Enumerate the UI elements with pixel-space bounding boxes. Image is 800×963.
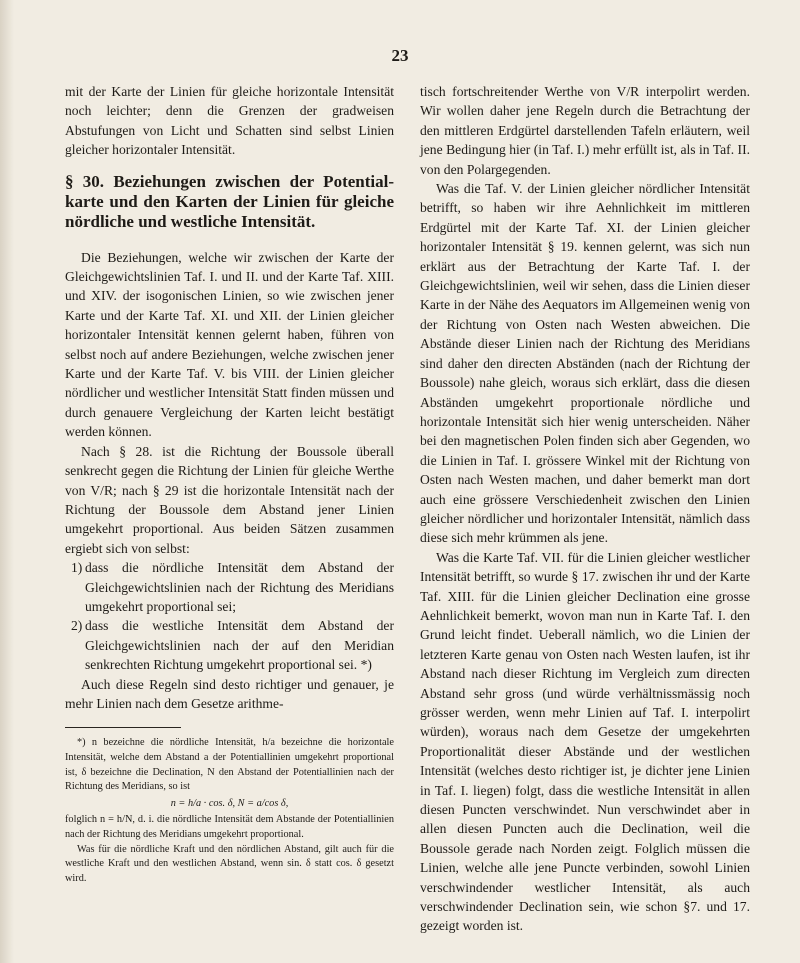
footnote-text: Was für die nördliche Kraft und den nördlichen Abstand, gilt auch für die westliche Kraft und den westlichen Abstand, wenn sin. δ statt cos. δ gesetzt wird. <box>65 843 394 884</box>
footnotes <box>65 736 394 886</box>
page-binding-shadow <box>0 0 14 963</box>
footnote-text: *) n bezeichne die nördliche Intensität, h/a bezeichne die horizontale Intensität, welche dem Abstand a der Potentiallinien umgekehrt proportional ist, δ bezeichne die Declination, N den Abstand der Potentiallinien nach der Richtung des Meridians, so ist <box>65 737 394 793</box>
paragraph: Was die Karte Taf. VII. für die Linien gleicher westlicher Intensität betrifft, so wurde § 17. zwischen ihr und der Karte Taf. XIII. für die Linien gleicher Declination eine grosse Aehnlichkeit bemerkt, wovon man nun in Karte Taf. I. den Grund leicht findet. Ueberall nämlich, wo die Linien der letzteren Karte genau von Osten nach Westen laufen, ist ihr Abstand nach dieser Richtung im Vergleich zum directen Abstand sehr gross (und würde verhältnissmässig noch grösser werden, wenn mehr Linien auf Taf. I. interpolirt würden), woraus nach dem Gesetze der umgekehrten Proportionalität dieser Abstände und der westlichen Intensität (welches desto richtiger ist, je dichter jene Linien in Taf. I. liegen) folgt, dass die westliche Intensität in allen diesen Puncten verschwindet. Nun verschwindet aber in allen diesen Puncten auch die Declination, weil die Boussole gerade nach Norden zeigt. Folglich müssen die Linien, welche alle jene Puncte verbinden, sowohl Linien verschwindender westlicher Intensität, als auch verschwindender Declination sein, wie schon §7. und 17. gezeigt worden ist. <box>420 549 750 934</box>
intro-paragraph: mit der Karte der Linien für gleiche horizontale Intensität noch leichter; denn die Grenzen der gradweisen Abstufungen von Licht und Schatten sind selbst Linien gleicher horizontaler Intensität. <box>65 84 394 158</box>
footnote-formula: n = h/a · cos. δ, N = a/cos δ, <box>170 797 289 809</box>
list-item-text: dass die westliche Intensität dem Abstand der Gleichgewichtslinien nach der auf den Meridian senkrechten Richtung umgekehrt proportional sei. *) <box>85 618 394 673</box>
numbered-list-item <box>65 558 394 616</box>
section-heading: § 30. Beziehungen zwischen der Potential-karte und den Karten der Linien für gleiche nördliche und westliche Intensität. <box>65 171 394 231</box>
footnote-divider <box>65 727 181 728</box>
paragraph: Was die Taf. V. der Linien gleicher nördlicher Intensität betrifft, so haben wir ihre Aehnlichkeit im mittleren Erdgürtel mit der Karte Taf. XI. der Linien gleicher horizontaler Intensität § 19. kennen gelernt, was sich nun erklärt aus der Betrachtung der Karte Taf. I. der Gleichgewichtslinien, weil wir sehen, dass die Linien dieser Karte in der Nähe des Aequators im Allgemeinen wenig von der Richtung von Osten nach Westen abweichen. Die Abstände dieser Linien nach der Richtung des Meridians sind daher den directen Abständen (nach der Richtung der Boussole) nahe gleich, woraus sich erklärt, dass die diesen Abständen umgekehrt proportionale nördliche und horizontale Intensität sich hier wenig unterscheiden. Näher bei den magnetischen Polen finden sich aber Gegenden, wo die Linien in Taf. I. grössere Winkel mit der Richtung von Osten nach Westen machen, und daher bemerkt man dort auch eine grössere Verschiedenheit zwischen den Linien gleicher nördlicher und horizontaler Intensität, nämlich dass diese sich mehr krümmen als jene. <box>420 181 750 546</box>
numbered-list-item <box>65 616 394 674</box>
list-number: 2) <box>71 618 83 634</box>
paragraph: Nach § 28. ist die Richtung der Boussole überall senkrecht gegen die Richtung der Linien für gleiche Werthe von V/R; nach § 29 ist die horizontale Intensität nach der Richtung der Boussole dem Abstand jener Linien umgekehrt proportional. Aus beiden Sätzen zusammen ergiebt sich von selbst: <box>65 443 394 556</box>
footnote-text: folglich n = h/N, d. i. die nördliche Intensität dem Abstande der Potentiallinien nach der Richtung des Meridians umgekehrt proportional. <box>65 814 394 840</box>
list-number: 1) <box>71 560 83 576</box>
left-column <box>65 82 394 886</box>
paragraph: Die Beziehungen, welche wir zwischen der Karte der Gleichgewichtslinien Taf. I. und II. und der Karte Taf. XIII. und XIV. der isogonischen Linien, so wie zwischen jener Karte und der Karte Taf. XI. und XII. der Linien gleicher horizontaler Intensität kennen gelernt haben, führen von selbst noch auf andere Beziehungen, welche zwischen jener Karte und der Karte Taf. V. bis VIII. der Linien gleicher nördlicher und westlicher Intensität Statt finden müssen und durch genauere Vergleichung der Karten leicht bestätigt werden können. <box>65 249 394 440</box>
right-column <box>420 82 750 936</box>
paragraph: Auch diese Regeln sind desto richtiger und genauer, je mehr Linien nach dem Gesetze arithme- <box>65 676 394 711</box>
paragraph: tisch fortschreitender Werthe von V/R interpolirt werden. Wir wollen daher jene Regeln durch die Betrachtung der den mittleren Erdgürtel darstellenden Tafeln erläutern, weil jene Bedingung hier (in Taf. I.) mehr erfüllt ist, als in Taf. II. von den Polargegenden. <box>420 84 750 177</box>
list-item-text: dass die nördliche Intensität dem Abstand der Gleichgewichtslinien nach der Richtung des Meridians umgekehrt proportional sei; <box>85 560 394 614</box>
page-number: 23 <box>391 46 409 65</box>
